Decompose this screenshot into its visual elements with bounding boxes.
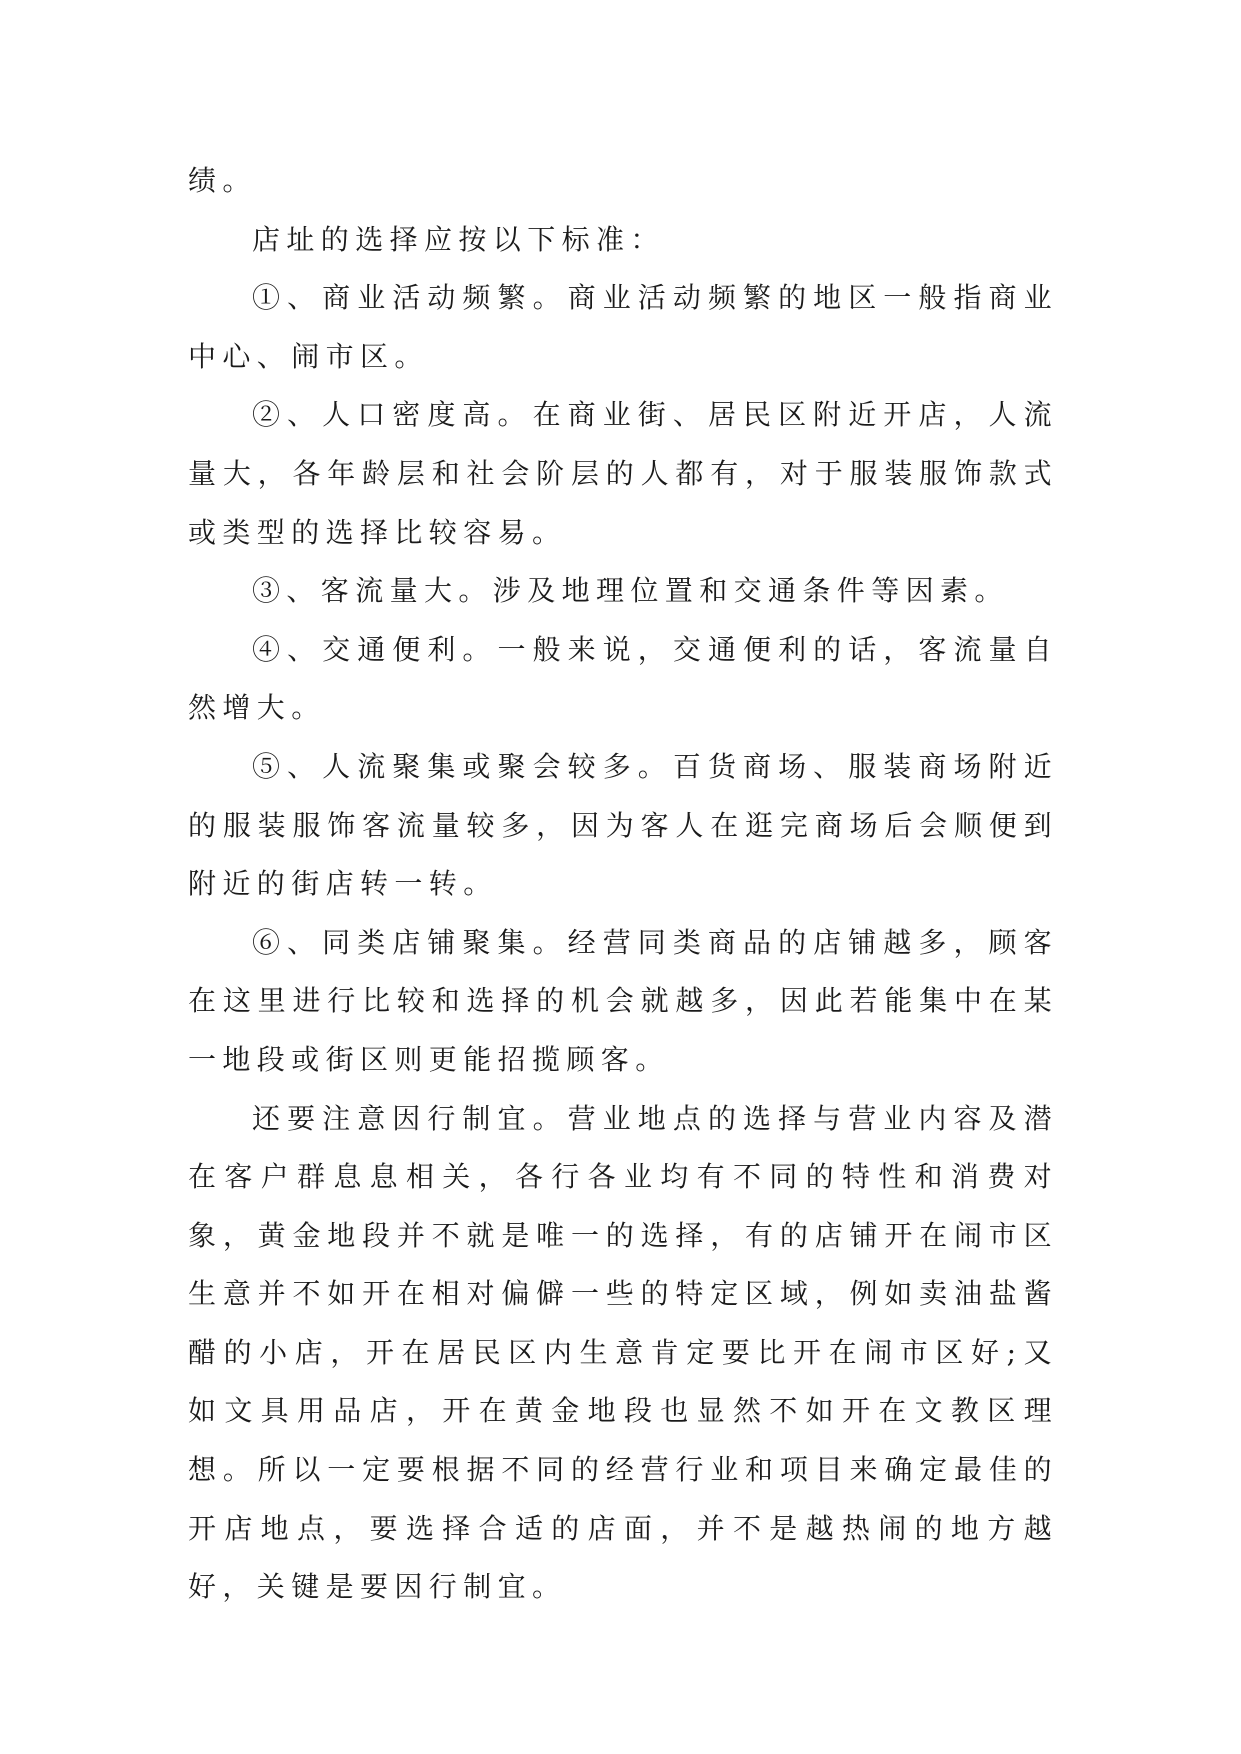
paragraph-criterion-5: ⑤、人流聚集或聚会较多。百货商场、服装商场附近的服装服饰客流量较多，因为客人在逛完商场后会顺便到附近的街店转一转。 (188, 749, 1058, 901)
paragraph-criterion-4: ④、交通便利。一般来说，交通便利的话，客流量自然增大。 (188, 632, 1058, 725)
paragraph-adapt-to-industry: 还要注意因行制宜。营业地点的选择与营业内容及潜在客户群息息相关，各行各业均有不同的特性和消费对象，黄金地段并不就是唯一的选择，有的店铺开在闹市区生意并不如开在相对偏僻一些的特定区域，例如卖油盐酱醋的小店，开在居民区内生意肯定要比开在闹市区好;又如文具用品店，开在黄金地段也显然不如开在文教区理想。所以一定要根据不同的经营行业和项目来确定最佳的开店地点，要选择合适的店面，并不是越热闹的地方越好，关键是要因行制宜。 (188, 1101, 1058, 1604)
paragraph-criterion-1: ①、商业活动频繁。商业活动频繁的地区一般指商业中心、闹市区。 (188, 281, 1058, 373)
paragraph-continuation: 绩。 (188, 164, 257, 197)
paragraph-criterion-2: ②、人口密度高。在商业街、居民区附近开店，人流量大，各年龄层和社会阶层的人都有，对于服装服饰款式或类型的选择比较容易。 (188, 398, 1058, 549)
paragraph-site-criteria-intro: 店址的选择应按以下标准： (252, 222, 665, 256)
document-body (188, 152, 1058, 1617)
paragraph-criterion-3: ③、客流量大。涉及地理位置和交通条件等因素。 (252, 574, 1009, 608)
paragraph-criterion-6: ⑥、同类店铺聚集。经营同类商品的店铺越多，顾客在这里进行比较和选择的机会就越多，因此若能集中在某一地段或街区则更能招揽顾客。 (188, 925, 1058, 1076)
